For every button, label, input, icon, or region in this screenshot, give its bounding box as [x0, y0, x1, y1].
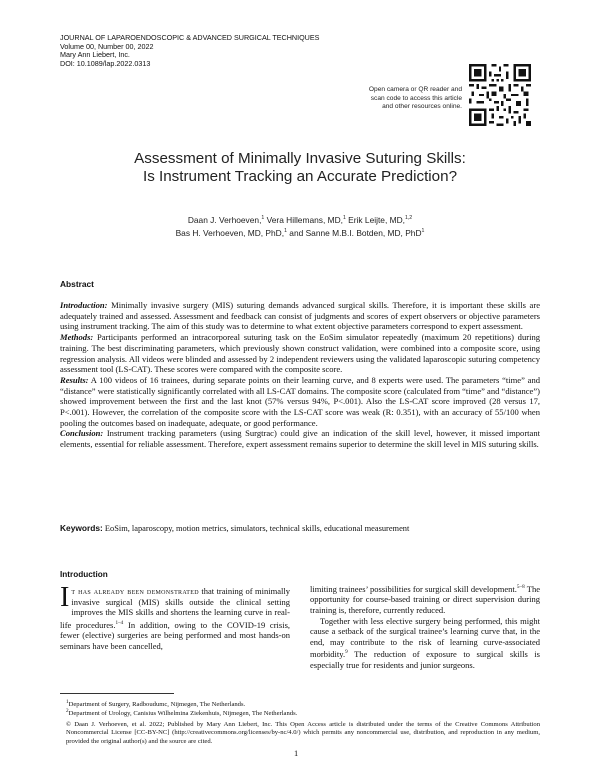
author: Daan J. Verhoeven, [187, 214, 262, 225]
lead-in-smallcaps: t has already been demonstrated [71, 586, 199, 596]
affiliation-mark: 2 [66, 708, 69, 714]
author-affiliation-mark: 1 [342, 215, 346, 221]
article-title [60, 150, 540, 186]
abstract-introduction [60, 300, 540, 332]
paragraph-text: limiting trainees’ possibilities for surgical skill development. [310, 583, 517, 594]
abstract-body [60, 300, 540, 450]
abstract-text: Instrument tracking parameters (using Surgtrac) could give an indication of the skill level, however, it missed important elements, essential for reliable assessment. Therefore, expert assessment remains superior to determine the skill level in MIS suturing skills. [60, 428, 540, 450]
journal-doi[interactable]: DOI: 10.1089/lap.2022.0313 [60, 58, 151, 68]
abstract-text: A 100 videos of 16 trainees, during separate points on their learning curve, and 8 experts were used. The parameters “time” and “distance” were statistically significantly correlated with all LS-CAT domains. The composite score (calculated from “time” and “distance”) showed improvement between the first and the last knot (57% versus 94%, P<.001). Also the LS-CAT score improved (28 versus 17, P<.001). However, the correlation of the composite score with the LS-CAT score was weak (R: 0.351), with an accuracy of 55/100 when pooling the outcomes based on inadequate, adequate, or good performance. [60, 374, 540, 428]
author: Erik Leijte, MD, [345, 214, 405, 225]
abstract-label: Conclusion: [60, 428, 104, 439]
footnote-divider [60, 693, 174, 694]
affiliation-text: Department of Urology, Canisius Wilhelmina Ziekenhuis, Nijmegen, The Netherlands. [68, 710, 298, 718]
abstract-text: Participants performed an intracorporeal suturing task on the EoSim simulator repeatedly (maximum 20 repetitions) during training. The best discriminating parameters, which previously shown construct validation, were combined into a composite score, using regression analysis. All videos were blinded and assessed by 2 independent reviewers using the validated laparoscopic suturing competency assessment tool (LS-CAT). These scores were compared with the composite score. [60, 332, 540, 375]
paragraph-text: The reduction of exposure to surgical skills is especially true for residents and junior surgeons. [310, 649, 540, 670]
keywords [60, 523, 540, 533]
abstract-label: Introduction: [60, 300, 108, 310]
body-column-left [60, 582, 291, 651]
journal-header [60, 34, 319, 68]
paragraph-text: Together with less elective surgery being performed, this might cause a setback of the surgical trainee’s learning curve that, in the end, may contribute to the risk of learning curve-associated morbidity. [310, 615, 540, 660]
author-affiliation-mark: 1 [421, 227, 425, 234]
paragraph [310, 582, 540, 616]
paragraph-text: The opportunity for course-based training or direct supervision during training is, therefore, currently reduced. [310, 583, 541, 616]
citation[interactable]: 9 [345, 649, 348, 656]
abstract-label: Results: [60, 374, 89, 385]
citation[interactable]: 5–8 [516, 584, 525, 590]
qr-note-line: scan code to access this article [370, 94, 462, 102]
author: and Sanne M.B.I. Botden, MD, PhD [286, 227, 422, 238]
abstract-text: Minimally invasive surgery (MIS) suturing demands advanced surgical skills. Therefore, it is important these skills are adequately trained and assessed. Assessment and feedback can consist of judgments and scores of expert observers or objective parameters using instrument tracking. The aim of this study was to determine to what extent objective parameters correspond to expert assessment. [60, 300, 540, 332]
abstract-results [60, 375, 540, 429]
body-column-right [310, 582, 540, 670]
affiliation-mark: 1 [66, 699, 69, 705]
qr-note-line: Open camera or QR reader and [368, 86, 462, 93]
journal-publisher: Mary Ann Liebert, Inc. [60, 50, 130, 60]
abstract-label: Methods: [60, 332, 94, 343]
abstract-heading: Abstract [60, 279, 94, 289]
author-list [60, 213, 540, 239]
paragraph-text: that training of minimally invasive surgical (MIS) skills outside the clinical setting improves the MIS skills and shortens the learning curve in real-life procedures. [60, 586, 290, 630]
keywords-label: Keywords: [60, 523, 103, 533]
author: Vera Hillemans, MD, [264, 214, 343, 225]
title-line: Is Instrument Tracking an Accurate Prediction? [142, 168, 458, 185]
drop-cap: I [60, 582, 70, 613]
qr-note [340, 86, 462, 112]
abstract-conclusion [60, 428, 540, 449]
affiliation-text: Department of Surgery, Radboudumc, Nijmegen, The Netherlands. [68, 701, 246, 709]
abstract-methods [60, 332, 540, 375]
page-number: 1 [294, 749, 299, 758]
keywords-text: EoSim, laparoscopy, motion metrics, simulators, technical skills, educational measurement [102, 524, 410, 533]
qr-note-line: and other resources online. [382, 103, 462, 111]
citation[interactable]: 1–4 [115, 619, 124, 626]
affiliation-2 [66, 707, 546, 719]
qr-code[interactable] [469, 64, 531, 126]
author-affiliation-mark: 1 [284, 227, 287, 234]
paragraph-text: In addition, owing to the COVID-19 crisis, fewer (elective) surgeries are being performed and most hands-on seminars have been cancelled, [60, 619, 291, 651]
title-line: Assessment of Minimally Invasive Suturing Skills: [134, 150, 466, 167]
journal-name: JOURNAL OF LAPAROENDOSCOPIC & ADVANCED SURGICAL TECHNIQUES [60, 33, 320, 42]
author: Bas H. Verhoeven, MD, PhD, [175, 227, 285, 238]
author-affiliation-mark: 1 [261, 215, 265, 221]
paragraph [60, 582, 291, 651]
paragraph [310, 616, 540, 671]
introduction-heading: Introduction [60, 570, 108, 579]
journal-volume: Volume 00, Number 00, 2022 [60, 41, 154, 51]
author-affiliation-mark: 1,2 [404, 215, 413, 221]
copyright-notice: © Daan J. Verhoeven, et al. 2022; Published by Mary Ann Liebert, Inc. This Open Access article is distributed under the terms of the Creative Commons Attribution Noncommercial License [CC-BY-NC] (http://creativecommons.org/licenses/by-nc/4.0/) which permits any noncommercial use, distribution, and reproduction in any medium, provided the original author(s) and the source are cited. [66, 721, 540, 745]
